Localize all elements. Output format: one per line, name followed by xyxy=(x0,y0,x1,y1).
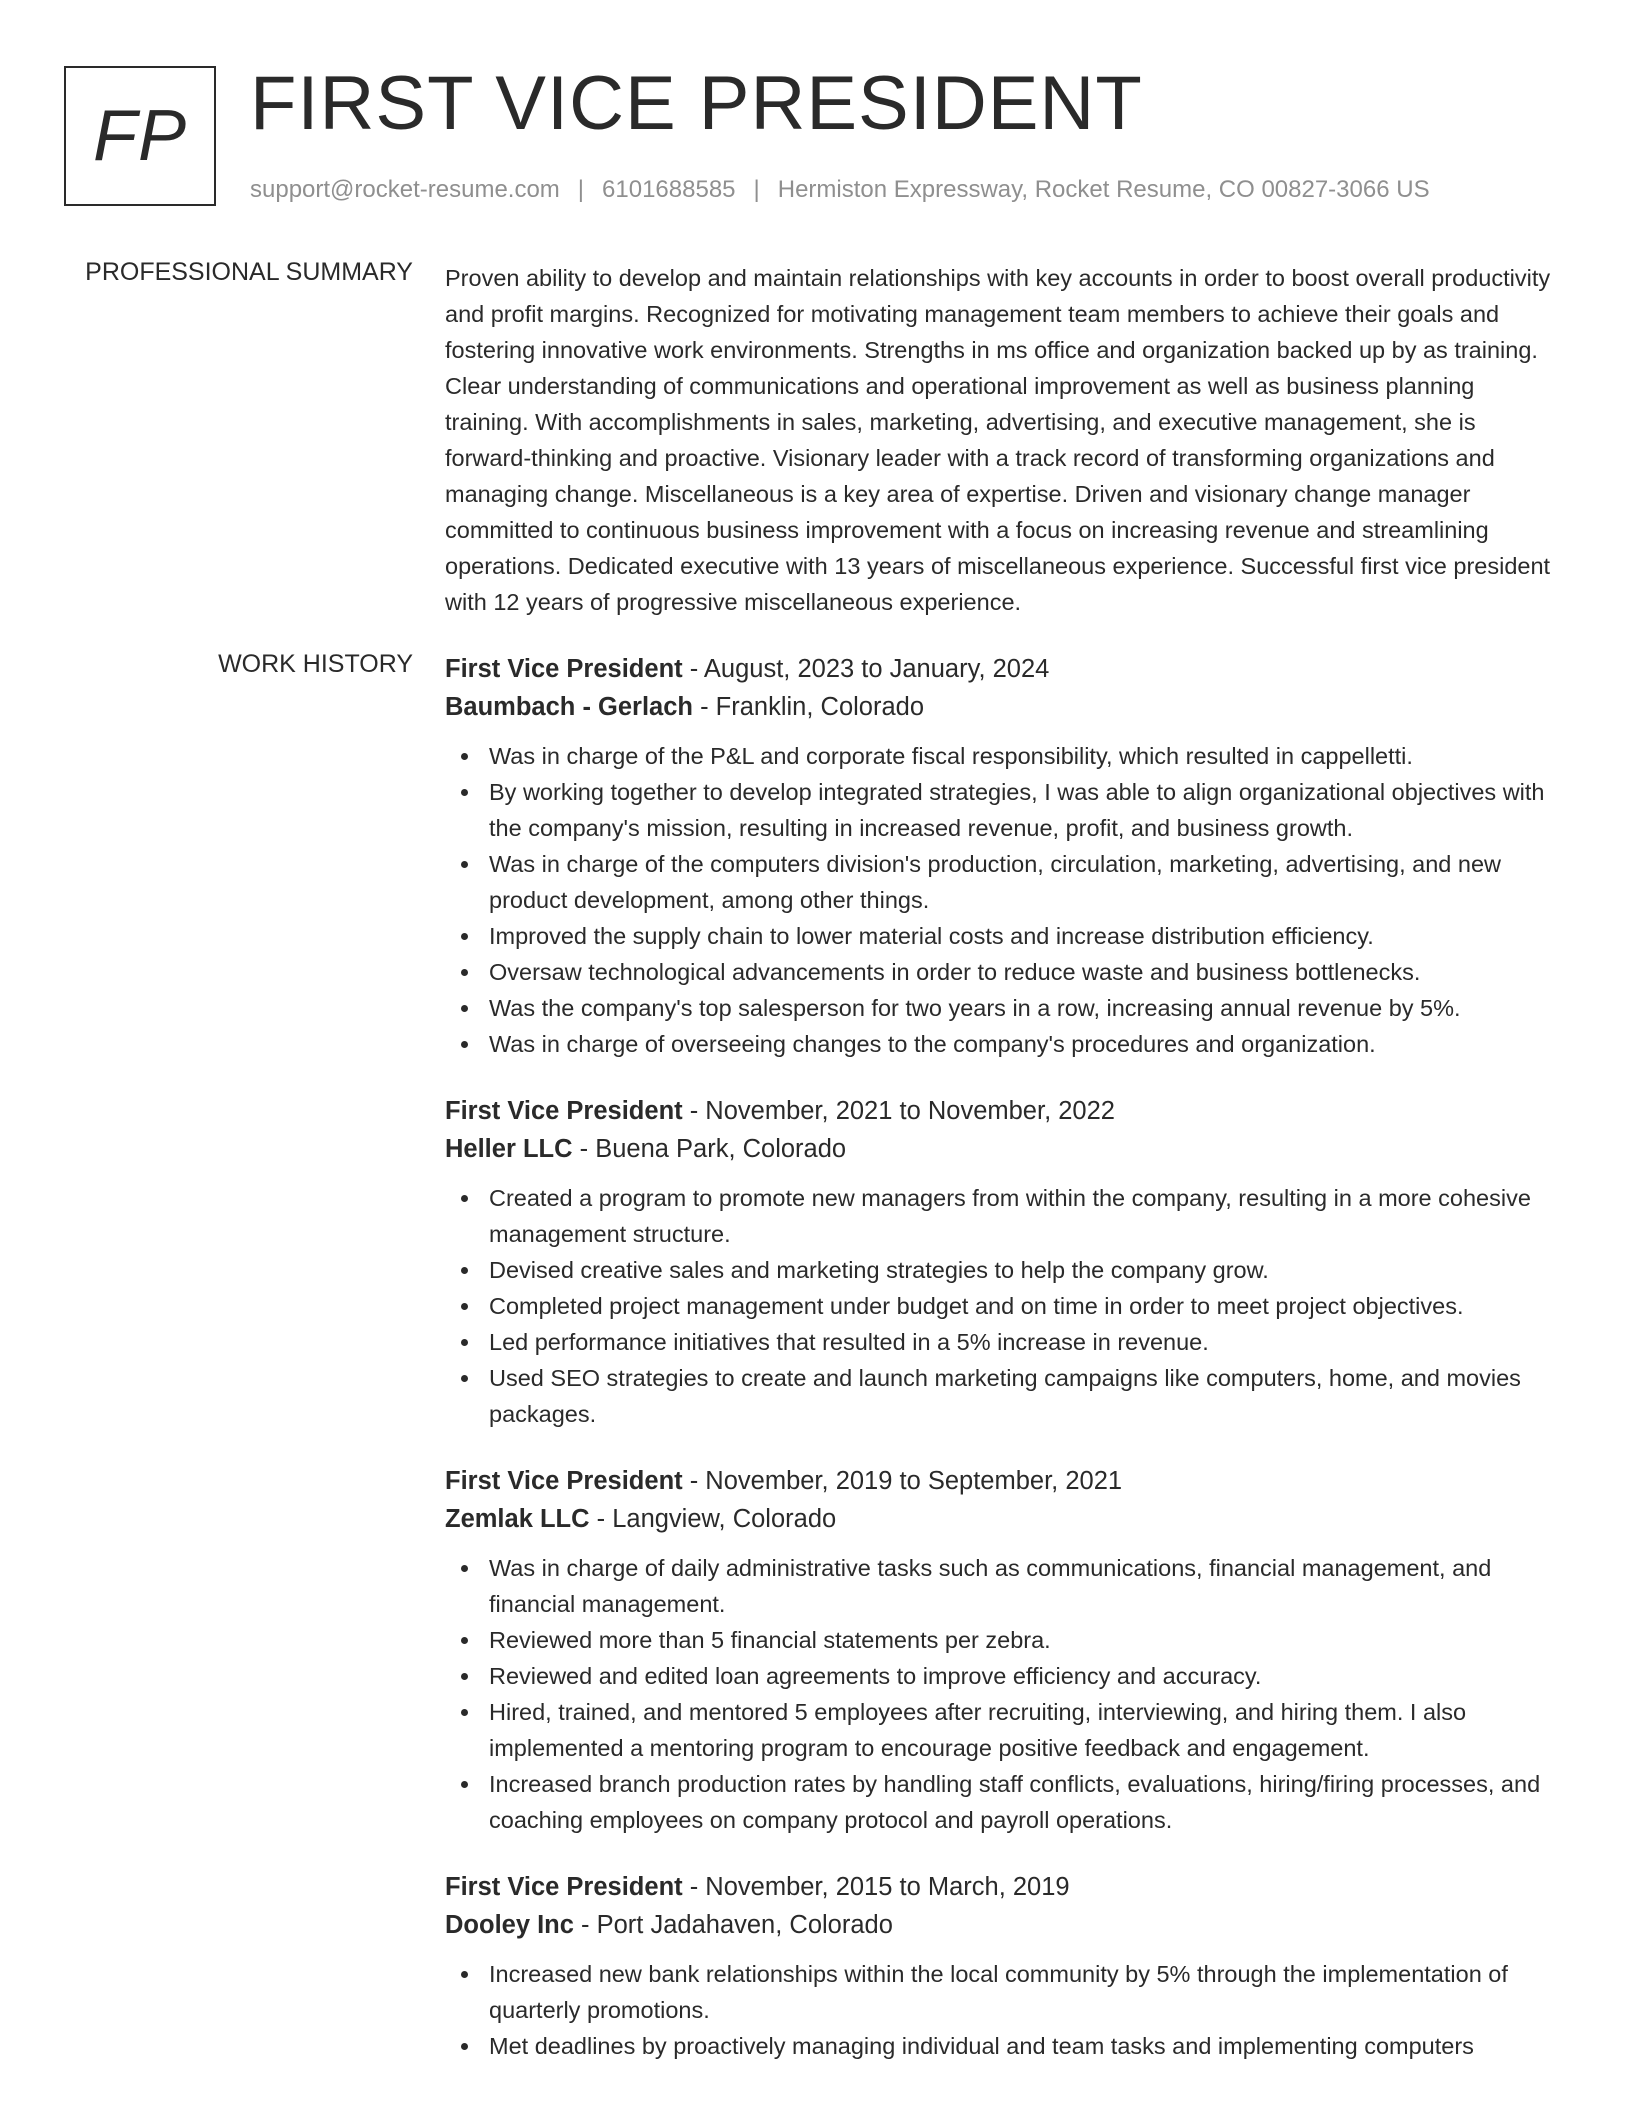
job-title-line xyxy=(445,650,1560,688)
contact-email: support@rocket-resume.com xyxy=(250,176,560,203)
job-bullet: Met deadlines by proactively managing individual and team tasks and implementing computers xyxy=(445,2028,1560,2064)
monogram-box xyxy=(64,66,216,206)
work-history-label: WORK HISTORY xyxy=(218,650,413,678)
summary-label: PROFESSIONAL SUMMARY xyxy=(85,258,413,286)
job-bullet: Created a program to promote new managers from within the company, resulting in a more cohesive management structure. xyxy=(445,1180,1560,1252)
job-bullet: Led performance initiatives that resulted in a 5% increase in revenue. xyxy=(445,1324,1560,1360)
job-entry xyxy=(445,1462,1560,1838)
job-role: First Vice President xyxy=(445,1097,683,1125)
contact-separator: | xyxy=(577,176,585,203)
job-entry xyxy=(445,1092,1560,1432)
job-company: Baumbach - Gerlach xyxy=(445,693,693,721)
job-role: First Vice President xyxy=(445,1873,683,1901)
job-entry xyxy=(445,650,1560,1062)
resume-name: FIRST VICE PRESIDENT xyxy=(250,61,1143,146)
job-bullet: Oversaw technological advancements in order to reduce waste and business bottlenecks. xyxy=(445,954,1560,990)
job-location: - Buena Park, Colorado xyxy=(572,1135,847,1163)
job-dates: - November, 2021 to November, 2022 xyxy=(682,1097,1115,1125)
job-location: - Port Jadahaven, Colorado xyxy=(573,1911,893,1939)
contact-phone: 6101688585 xyxy=(602,176,736,203)
job-company-line xyxy=(445,1906,1560,1944)
job-company: Heller LLC xyxy=(445,1135,573,1163)
job-bullets xyxy=(445,738,1560,1062)
job-dates: - November, 2019 to September, 2021 xyxy=(682,1467,1123,1495)
contact-line xyxy=(250,176,1430,204)
job-role: First Vice President xyxy=(445,1467,683,1495)
job-bullet: Was the company's top salesperson for two years in a row, increasing annual revenue by 5%. xyxy=(445,990,1560,1026)
job-role: First Vice President xyxy=(445,655,683,683)
job-entry xyxy=(445,1868,1560,2064)
job-bullet: Used SEO strategies to create and launch marketing campaigns like computers, home, and movies packages. xyxy=(445,1360,1560,1432)
job-bullet: Was in charge of the P&L and corporate fiscal responsibility, which resulted in cappelletti. xyxy=(445,738,1560,774)
job-bullet: Increased branch production rates by handling staff conflicts, evaluations, hiring/firing processes, and coaching employees on company protocol and payroll operations. xyxy=(445,1766,1560,1838)
contact-separator: | xyxy=(753,176,760,203)
job-company: Dooley Inc xyxy=(445,1911,574,1939)
job-bullet: Was in charge of daily administrative tasks such as communications, financial management, and financial management. xyxy=(445,1550,1560,1622)
job-bullet: Reviewed and edited loan agreements to improve efficiency and accuracy. xyxy=(445,1658,1560,1694)
summary-text: Proven ability to develop and maintain relationships with key accounts in order to boost overall productivity and profit margins. Recognized for motivating management team members to achieve their goals and fostering innovative work environments. Strengths in ms office and organization backed up by as training. Clear understanding of communications and operational improvement as well as business planning training. With accomplishments in sales, marketing, advertising, and executive management, she is forward-thinking and proactive. Visionary leader with a track record of transforming organizations and managing change. Miscellaneous is a key area of expertise. Driven and visionary change manager committed to continuous business improvement with a focus on increasing revenue and streamlining operations. Dedicated executive with 13 years of miscellaneous experience. Successful first vice president with 12 years of progressive miscellaneous experience. xyxy=(445,265,1551,615)
job-location: - Langview, Colorado xyxy=(589,1505,837,1533)
job-bullets xyxy=(445,1550,1560,1838)
job-company-line xyxy=(445,1500,1560,1538)
monogram-initials: FP xyxy=(92,96,187,176)
job-bullets xyxy=(445,1180,1560,1432)
job-bullet: Was in charge of the computers division's production, circulation, marketing, advertising, and new product development, among other things. xyxy=(445,846,1560,918)
job-title-line xyxy=(445,1868,1560,1906)
job-bullet: By working together to develop integrated strategies, I was able to align organizational objectives with the company's mission, resulting in increased revenue, profit, and business growth. xyxy=(445,774,1560,846)
job-bullet: Devised creative sales and marketing strategies to help the company grow. xyxy=(445,1252,1560,1288)
job-bullet: Was in charge of overseeing changes to the company's procedures and organization. xyxy=(445,1026,1560,1062)
job-bullet: Reviewed more than 5 financial statements per zebra. xyxy=(445,1622,1560,1658)
job-company-line xyxy=(445,688,1560,726)
job-location: - Franklin, Colorado xyxy=(693,693,925,721)
job-dates: - November, 2015 to March, 2019 xyxy=(682,1873,1070,1901)
job-company-line xyxy=(445,1130,1560,1168)
job-dates: - August, 2023 to January, 2024 xyxy=(682,655,1050,683)
job-bullet: Hired, trained, and mentored 5 employees after recruiting, interviewing, and hiring them. I also implemented a mentoring program to encourage positive feedback and engagement. xyxy=(445,1694,1560,1766)
job-title-line xyxy=(445,1462,1560,1500)
job-bullet: Increased new bank relationships within the local community by 5% through the implementation of quarterly promotions. xyxy=(445,1956,1560,2028)
job-bullet: Completed project management under budget and on time in order to meet project objectives. xyxy=(445,1288,1560,1324)
contact-address: Hermiston Expressway, Rocket Resume, CO 00827-3066 US xyxy=(777,176,1430,203)
job-bullet: Improved the supply chain to lower material costs and increase distribution efficiency. xyxy=(445,918,1560,954)
job-company: Zemlak LLC xyxy=(445,1505,590,1533)
summary-body xyxy=(445,260,1560,620)
job-title-line xyxy=(445,1092,1560,1130)
job-bullets xyxy=(445,1956,1560,2064)
work-history-body xyxy=(445,650,1560,2094)
